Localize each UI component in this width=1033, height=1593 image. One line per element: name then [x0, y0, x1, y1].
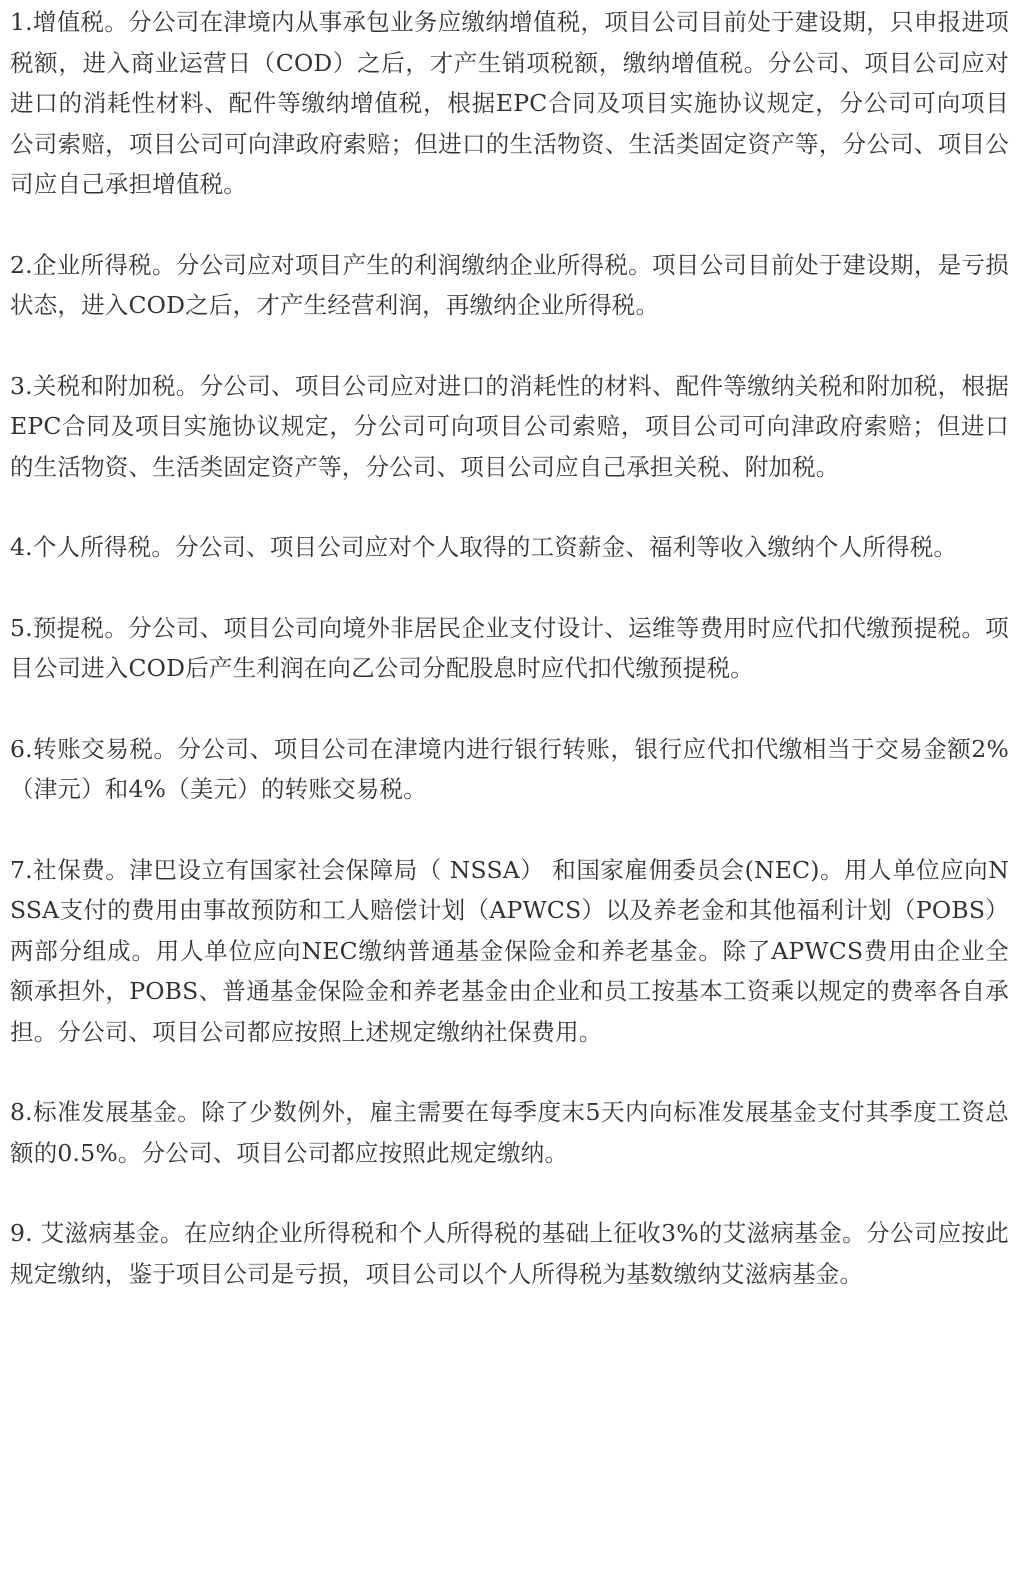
- paragraph-social-security: 7.社保费。津巴设立有国家社会保障局（ NSSA） 和国家雇佣委员会(NEC)。用人单位应向NSSA支付的费用由事故预防和工人赔偿计划（APWCS）以及养老金和其他福利计划（POBS）两部分组成。用人单位应向NEC缴纳普通基金保险金和养老基金。除了APWCS费用由企业全额承担外，POBS、普通基金保险金和养老基金由企业和员工按基本工资乘以规定的费率各自承担。分公司、项目公司都应按照上述规定缴纳社保费用。: [10, 855, 1009, 1046]
- paragraph-personal-income-tax: 4.个人所得税。分公司、项目公司应对个人取得的工资薪金、福利等收入缴纳个人所得税。: [10, 533, 958, 561]
- paragraph-withholding-tax: 5.预提税。分公司、项目公司向境外非居民企业支付设计、运维等费用时应代扣代缴预提税。项目公司进入COD后产生利润在向乙公司分配股息时应代扣代缴预提税。: [10, 613, 1009, 682]
- paragraph-customs-duty: 3.关税和附加税。分公司、项目公司应对进口的消耗性的材料、配件等缴纳关税和附加税，根据EPC合同及项目实施协议规定，分公司可向项目公司索赔，项目公司可向津政府索赔；但进口的生活物资、生活类固定资产等，分公司、项目公司应自己承担关税、附加税。: [10, 371, 1009, 481]
- paragraph-vat: 1.增值税。分公司在津境内从事承包业务应缴纳增值税，项目公司目前处于建设期，只申报进项税额，进入商业运营日（COD）之后，才产生销项税额，缴纳增值税。分公司、项目公司应对进口的消耗性材料、配件等缴纳增值税，根据EPC合同及项目实施协议规定，分公司可向项目公司索赔，项目公司可向津政府索赔；但进口的生活物资、生活类固定资产等，分公司、项目公司应自己承担增值税。: [10, 8, 1009, 198]
- paragraph-aids-levy: 9. 艾滋病基金。在应纳企业所得税和个人所得税的基础上征收3%的艾滋病基金。分公司应按此规定缴纳，鉴于项目公司是亏损，项目公司以个人所得税为基数缴纳艾滋病基金。: [10, 1219, 1009, 1288]
- paragraph-standards-fund: 8.标准发展基金。除了少数例外，雇主需要在每季度末5天内向标准发展基金支付其季度工资总额的0.5%。分公司、项目公司都应按照此规定缴纳。: [10, 1098, 1009, 1167]
- paragraph-corporate-income-tax: 2.企业所得税。分公司应对项目产生的利润缴纳企业所得税。项目公司目前处于建设期，是亏损状态，进入COD之后，才产生经营利润，再缴纳企业所得税。: [10, 250, 1009, 319]
- paragraph-transfer-tax: 6.转账交易税。分公司、项目公司在津境内进行银行转账，银行应代扣代缴相当于交易金额2%（津元）和4%（美元）的转账交易税。: [10, 734, 1009, 803]
